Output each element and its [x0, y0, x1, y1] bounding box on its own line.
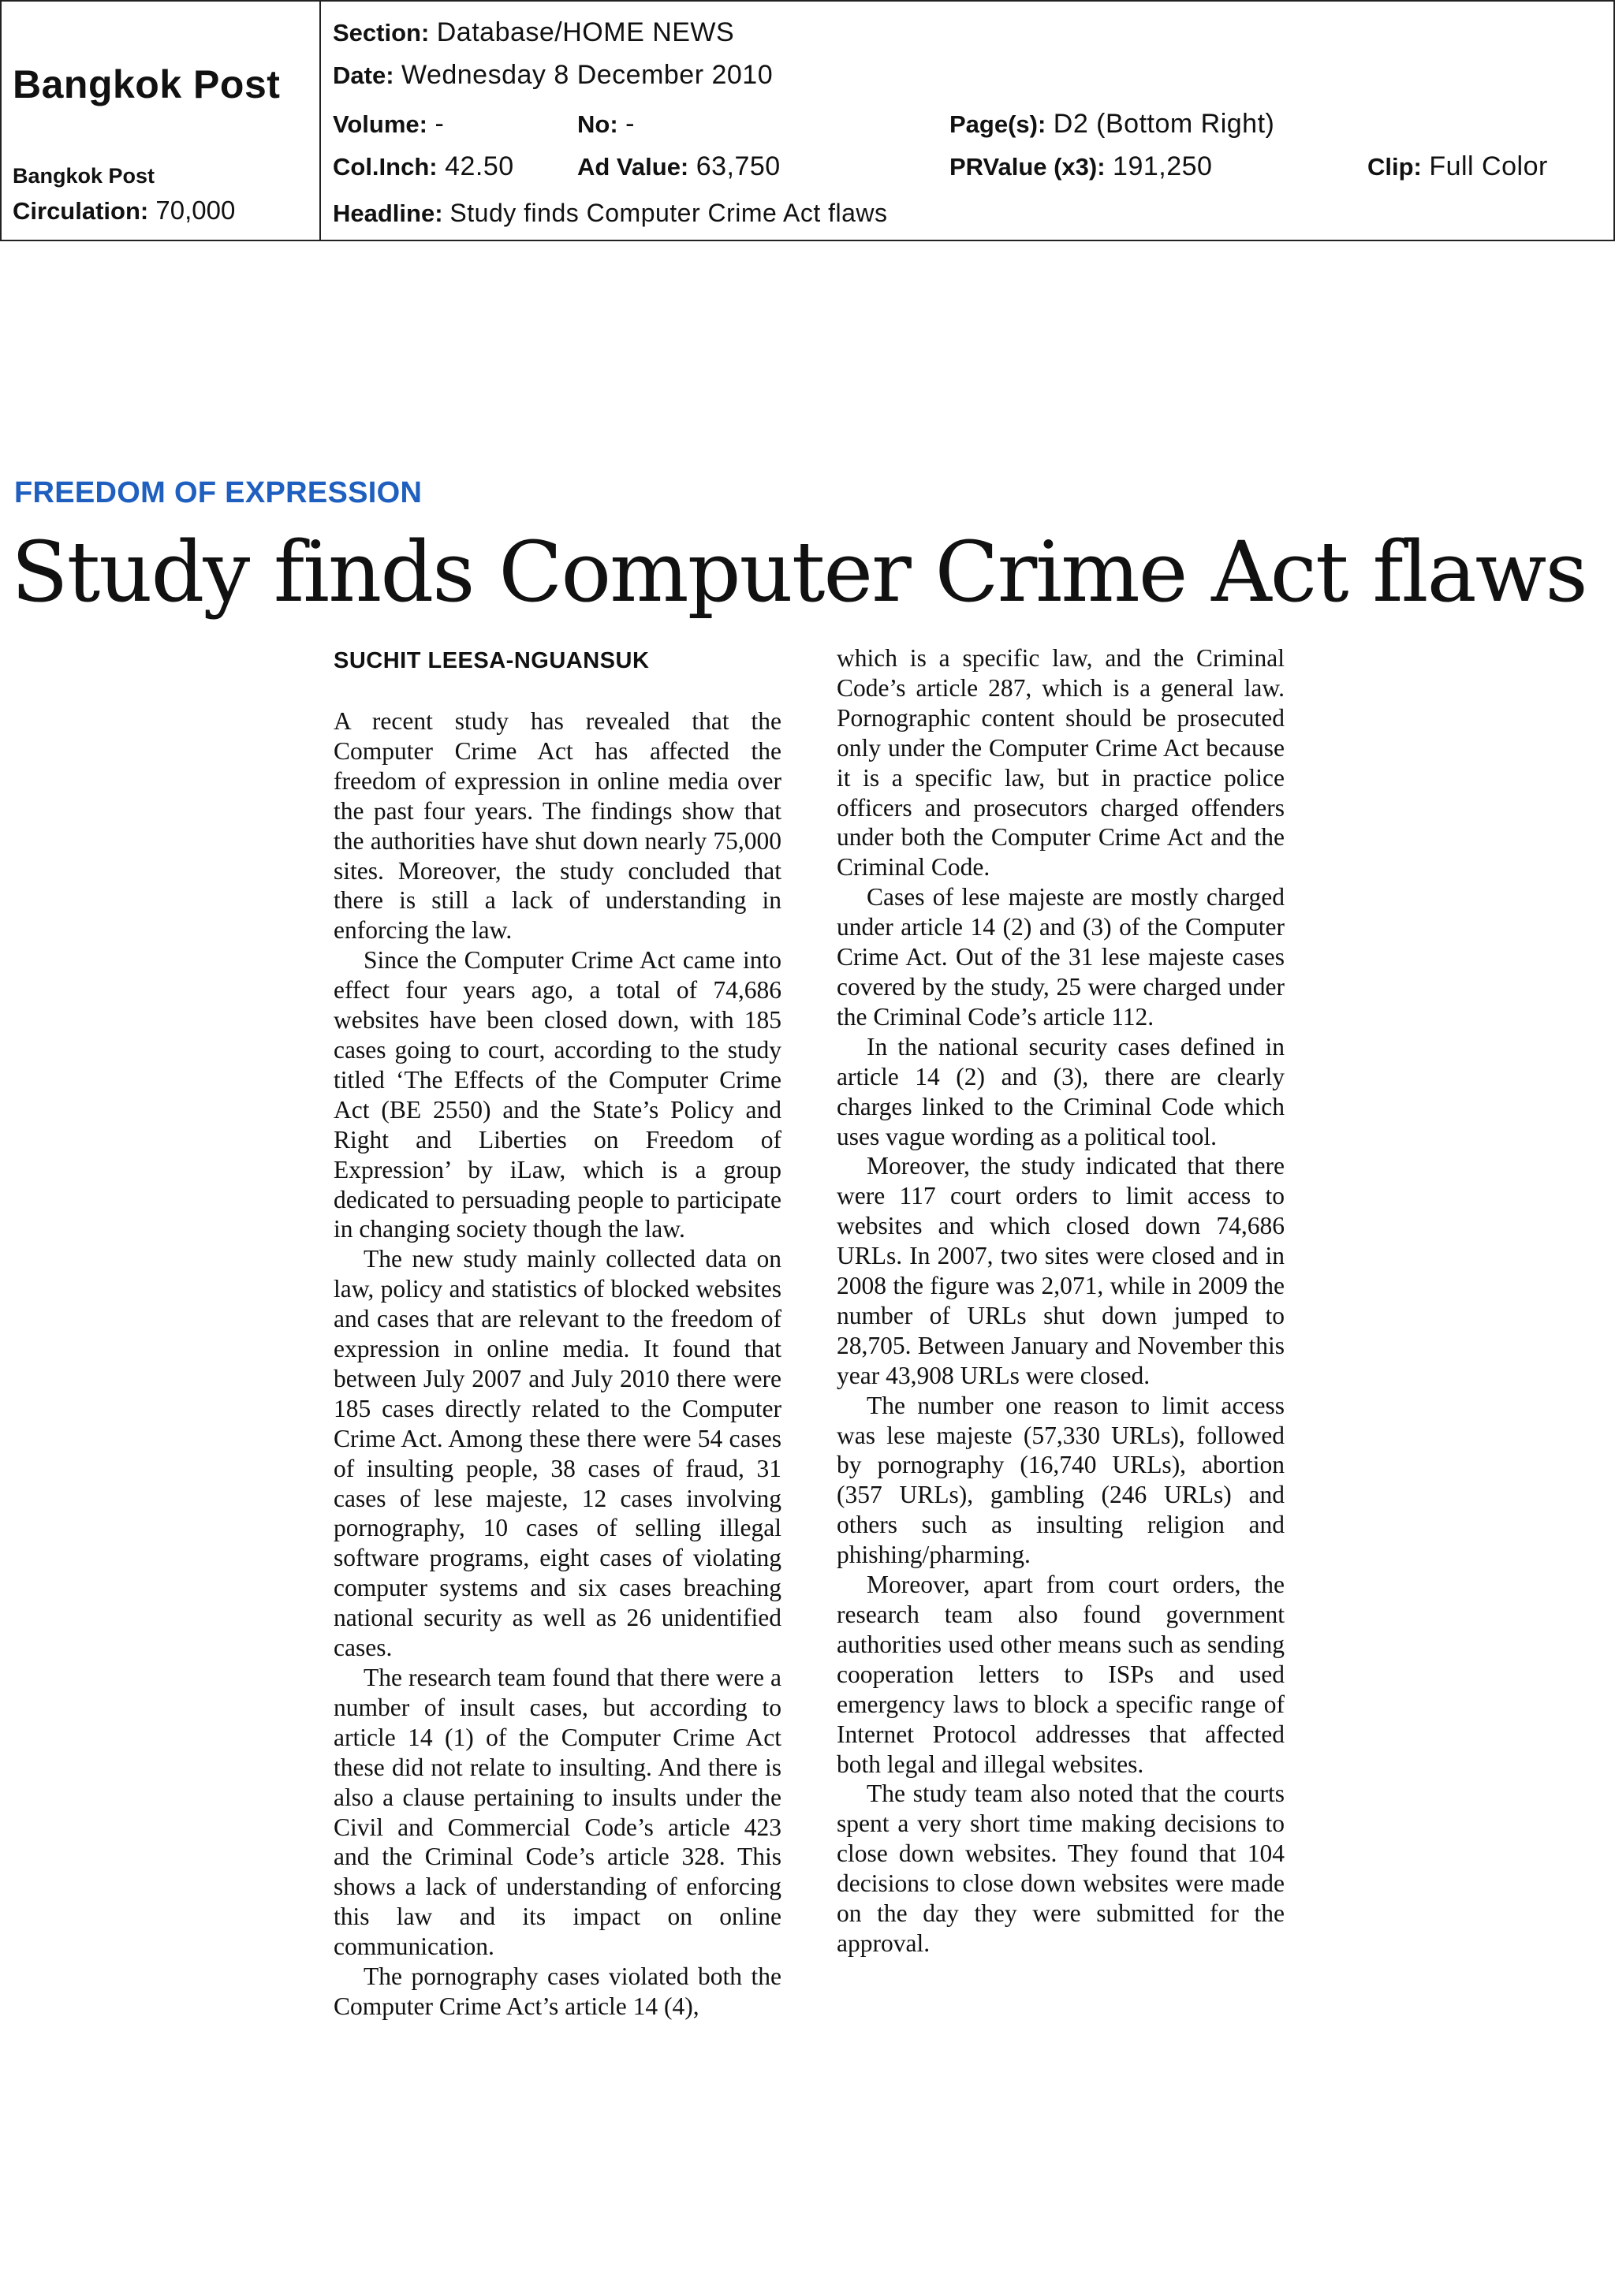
date-value: Wednesday 8 December 2010	[401, 60, 774, 90]
pages-field	[949, 109, 1274, 140]
prvalue-label: PRValue (x3):	[949, 153, 1106, 181]
circulation-label: Circulation:	[13, 197, 149, 225]
article-column-1	[334, 706, 781, 2022]
date-label: Date:	[333, 62, 394, 89]
date-field	[333, 60, 773, 91]
advalue-label: Ad Value:	[577, 153, 689, 181]
paragraph: A recent study has revealed that the Computer Crime Act has affected the freedom of expression in online media over the past four years. The findings show that the authorities have shut down nearly 75,000 sites. Moreover, the study concluded that there is still a lack of understanding in enforcing the law.	[334, 707, 781, 945]
header-divider	[319, 2, 321, 240]
prvalue-value: 191,250	[1113, 151, 1213, 181]
number-field	[577, 109, 635, 140]
paragraph: Moreover, apart from court orders, the research team also found government authorities used other means such as sending cooperation letters to ISPs and used emergency laws to block a specific range of Internet Protocol addresses that affected both legal and illegal websites.	[837, 1571, 1285, 1778]
paragraph: The pornography cases violated both the Computer Crime Act’s article 14 (4),	[334, 1962, 781, 2020]
article-kicker: FREEDOM OF EXPRESSION	[14, 476, 423, 509]
clipping-info-box	[0, 0, 1615, 241]
volume-label: Volume:	[333, 110, 427, 138]
volume-field	[333, 109, 444, 140]
paragraph: The number one reason to limit access was lese majeste (57,330 URLs), followed by pornography (16,740 URLs), abortion (357 URLs), gambling (246 URLs) and others such as insulting religion and phishing/pharming.	[837, 1391, 1285, 1569]
headline-value: Study finds Computer Crime Act flaws	[449, 199, 888, 227]
publication-name-small: Bangkok Post	[13, 164, 155, 188]
paragraph: which is a specific law, and the Criminal Code’s article 287, which is a general law. Pornographic content should be prosecuted only under the Computer Crime Act because it is a specific law, but in practice police officers and prosecutors charged offenders under both the Computer Crime Act and the Criminal Code.	[837, 644, 1285, 882]
section-field	[333, 17, 734, 48]
number-label: No:	[577, 110, 618, 138]
pages-value: D2 (Bottom Right)	[1053, 109, 1275, 139]
advalue-value: 63,750	[696, 151, 781, 181]
article-headline: Study finds Computer Crime Act flaws	[11, 524, 1587, 621]
advalue-field	[577, 151, 781, 182]
paragraph: Since the Computer Crime Act came into effect four years ago, a total of 74,686 websites have been closed down, with 185 cases going to court, according to the study titled ‘The Effects of the Computer Crime Act (BE 2550) and the State’s Policy and Right and Liberties on Freedom of Expression’ by iLaw, which is a group dedicated to persuading people to participate in changing society though the law.	[334, 946, 781, 1243]
circulation-value: 70,000	[155, 196, 236, 225]
section-value: Database/HOME NEWS	[436, 17, 735, 47]
number-value: -	[625, 109, 635, 139]
paragraph: Moreover, the study indicated that there were 117 court orders to limit access to websites and which closed down 74,686 URLs. In 2007, two sites were closed and in 2008 the figure was 2,071, while in 2009 the number of URLs shut down jumped to 28,705. Between January and November this year 43,908 URLs were closed.	[837, 1152, 1285, 1389]
paragraph: The research team found that there were a number of insult cases, but according to article 14 (1) of the Computer Crime Act these did not relate to insulting. And there is also a clause pertaining to insults under the Civil and Commercial Code’s article 423 and the Criminal Code’s article 328. This shows a lack of understanding of enforcing this law and its impact on online communication.	[334, 1664, 781, 1961]
headline-label: Headline:	[333, 199, 443, 227]
volume-value: -	[435, 109, 445, 139]
paragraph: The new study mainly collected data on law, policy and statistics of blocked websites and cases that are relevant to the freedom of expression in online media. It found that between July 2007 and July 2010 there were 185 cases directly related to the Computer Crime Act. Among these there were 54 cases of insulting people, 38 cases of fraud, 31 cases of lese majeste, 12 cases involving pornography, 10 cases of selling illegal software programs, eight cases of violating computer systems and six cases breaching national security as well as 26 unidentified cases.	[334, 1245, 781, 1662]
section-label: Section:	[333, 19, 430, 47]
headline-field	[333, 199, 888, 228]
colinch-label: Col.Inch:	[333, 153, 438, 181]
article-column-2	[837, 643, 1285, 1959]
colinch-field	[333, 151, 514, 182]
publication-name: Bangkok Post	[13, 62, 281, 106]
colinch-value: 42.50	[445, 151, 514, 181]
pages-label: Page(s):	[949, 110, 1046, 138]
cliptype-value: Full Color	[1429, 151, 1548, 181]
paragraph: Cases of lese majeste are mostly charged under article 14 (2) and (3) of the Computer Crime Act. Out of the 31 lese majeste cases covered by the study, 25 were charged under the Criminal Code’s article 112.	[837, 883, 1285, 1031]
prvalue-field	[949, 151, 1212, 182]
cliptype-label: Clip:	[1367, 153, 1422, 181]
paragraph: In the national security cases defined in article 14 (2) and (3), there are clearly charges linked to the Criminal Code which uses vague wording as a political tool.	[837, 1032, 1285, 1150]
cliptype-field	[1367, 151, 1548, 182]
paragraph: The study team also noted that the courts spent a very short time making decisions to close down websites. They found that 104 decisions to close down websites were made on the day they were submitted for the approval.	[837, 1780, 1285, 1957]
circulation	[13, 196, 235, 226]
article-byline: SUCHIT LEESA-NGUANSUK	[334, 648, 650, 673]
